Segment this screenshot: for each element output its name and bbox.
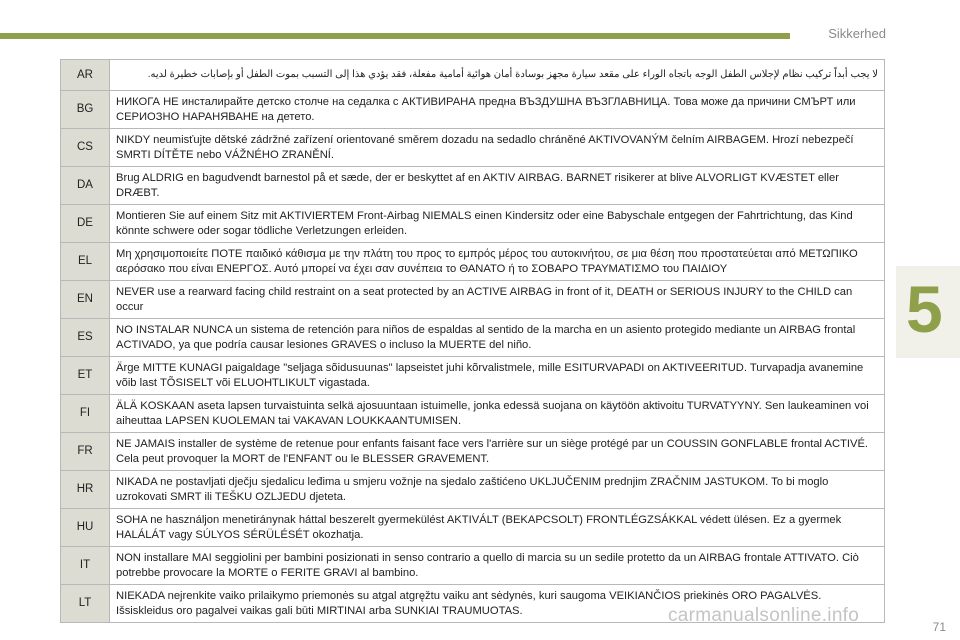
table-row [61,433,885,471]
table-row [61,205,885,243]
airbag-warning-table [60,59,885,623]
table-row [61,547,885,585]
table-row [61,243,885,281]
warning-text: NO INSTALAR NUNCA un sistema de retención para niños de espaldas al sentido de la marcha en un asiento protegido mediante un AIRBAG frontal ACTIVADO, ya que podría causar lesiones GRAVES o incluso la MUERTE del niño. [110,319,885,357]
warning-text: Brug ALDRIG en bagudvendt barnestol på et sæde, der er beskyttet af en AKTIV AIRBAG. BARNET risikerer at blive ALVORLIGT KVÆSTET eller DRÆBT. [110,167,885,205]
table-row [61,281,885,319]
language-code: CS [61,129,110,167]
language-code: BG [61,91,110,129]
language-code: DE [61,205,110,243]
warning-text: Μη χρησιμοποιείτε ΠΟΤΕ παιδικό κάθισμα με την πλάτη του προς το εμπρός μέρος του αυτοκινήτου, σε μια θέση που προστατεύεται από ΜΕΤΩΠΙΚΟ αερόσακο που είναι ΕΝΕΡΓΟΣ. Αυτό μπορεί να έχει σαν συνέπεια το ΘΑΝΑΤΟ ή το ΣΟΒΑΡΟ ΤΡΑΥΜΑΤΙΣΜΟ του ΠΑΙΔΙΟΥ [110,243,885,281]
language-code: HR [61,471,110,509]
table-row [61,357,885,395]
warning-text: NE JAMAIS installer de système de retenue pour enfants faisant face vers l'arrière sur un siège protégé par un COUSSIN GONFLABLE frontal ACTIVÉ. Cela peut provoquer la MORT de l'ENFANT ou le BLESSER GRAVEMENT. [110,433,885,471]
header-rule [0,33,790,39]
language-code: IT [61,547,110,585]
table-row [61,509,885,547]
language-code: FI [61,395,110,433]
language-code: ET [61,357,110,395]
warning-text: NIKDY neumisťujte dětské zádržné zařízení orientované směrem dozadu na sedadlo chráněné AKTIVOVANÝM čelním AIRBAGEM. Hrozí nebezpečí SMRTI DÍTĚTE nebo VÁŽNÉHO ZRANĚNÍ. [110,129,885,167]
table-row [61,129,885,167]
warning-text: Montieren Sie auf einem Sitz mit AKTIVIERTEM Front-Airbag NIEMALS einen Kindersitz oder eine Babyschale entgegen der Fahrtrichtung, das Kind könnte schwere oder sogar tödliche Verletzungen erleiden. [110,205,885,243]
warning-text: NIKADA ne postavljati dječju sjedalicu leđima u smjeru vožnje na sjedalo zaštićeno UKLJUČENIM prednjim ZRAČNIM JASTUKOM. To bi moglo uzrokovati SMRT ili TEŠKU OZLJEDU djeteta. [110,471,885,509]
watermark: carmanualsonline.info [668,605,860,626]
language-code: HU [61,509,110,547]
warning-text: SOHA ne használjon menetiránynak háttal beszerelt gyermekülést AKTIVÁLT (BEKAPCSOLT) FRONTLÉGZSÁKKAL védett ülésen. Ez a gyermek HALÁLÁT vagy SÚLYOS SÉRÜLÉSÉT okozhatja. [110,509,885,547]
warning-text: لا يجب أبداً تركيب نظام لإجلاس الطفل الوجه باتجاه الوراء على مقعد سيارة مجهز بوسادة أمان هوائية أمامية مفعلة، فقد يؤدي هذا إلى التسبب بموت الطفل أو بإصابات خطيرة لديه. [110,60,885,91]
warning-text: Ärge MITTE KUNAGI paigaldage "seljaga sõidusuunas" lapseistet juhi kõrvalistmele, mille ESITURVAPADI on AKTIVEERITUD. Turvapadja avanemine võib last TÕSISELT või ELUOHTLIKULT vigastada. [110,357,885,395]
chapter-number: 5 [906,272,943,346]
table-row [61,471,885,509]
page-number: 71 [932,620,946,634]
language-code: FR [61,433,110,471]
table-row [61,167,885,205]
table-row [61,319,885,357]
language-code: EL [61,243,110,281]
language-code: AR [61,60,110,91]
table-row [61,395,885,433]
table-row [61,91,885,129]
language-code: LT [61,585,110,623]
warning-text: НИКОГА НЕ инсталирайте детско столче на седалка с АКТИВИРАНА предна ВЪЗДУШНА ВЪЗГЛАВНИЦА. Това може да причини СМЪРТ или СЕРИОЗНО НАРАНЯВАНЕ на детето. [110,91,885,129]
warning-text: NEVER use a rearward facing child restraint on a seat protected by an ACTIVE AIRBAG in front of it, DEATH or SERIOUS INJURY to the CHILD can occur [110,281,885,319]
warning-text: NIEKADA nejrenkite vaiko prilaikymo priemonės su atgal atgręžtu vaiku ant sėdynės, kuri saugoma VEIKIANČIOS priekinės ORO PAGALVĖS. Išsiskleidus oro pagalvei vaikas gali būti MIRTINAI arba SUNKIAI TRAUMUOTAS. [110,585,885,623]
warning-text: ÄLÄ KOSKAAN aseta lapsen turvaistuinta selkä ajosuuntaan istuimelle, jonka edessä suojana on käytöön aktivoitu TURVATYYNY. Sen laukeaminen voi aiheuttaa LAPSEN KUOLEMAN tai VAKAVAN LOUKKAANTUMISEN. [110,395,885,433]
warning-text: NON installare MAI seggiolini per bambini posizionati in senso contrario a quello di marcia su un sedile protetto da un AIRBAG frontale ATTIVATO. Ciò potrebbe provocare la MORTE o FERITE GRAVI al bambino. [110,547,885,585]
language-code: DA [61,167,110,205]
language-code: EN [61,281,110,319]
table-row [61,60,885,91]
section-title: Sikkerhed [828,26,886,41]
language-code: ES [61,319,110,357]
